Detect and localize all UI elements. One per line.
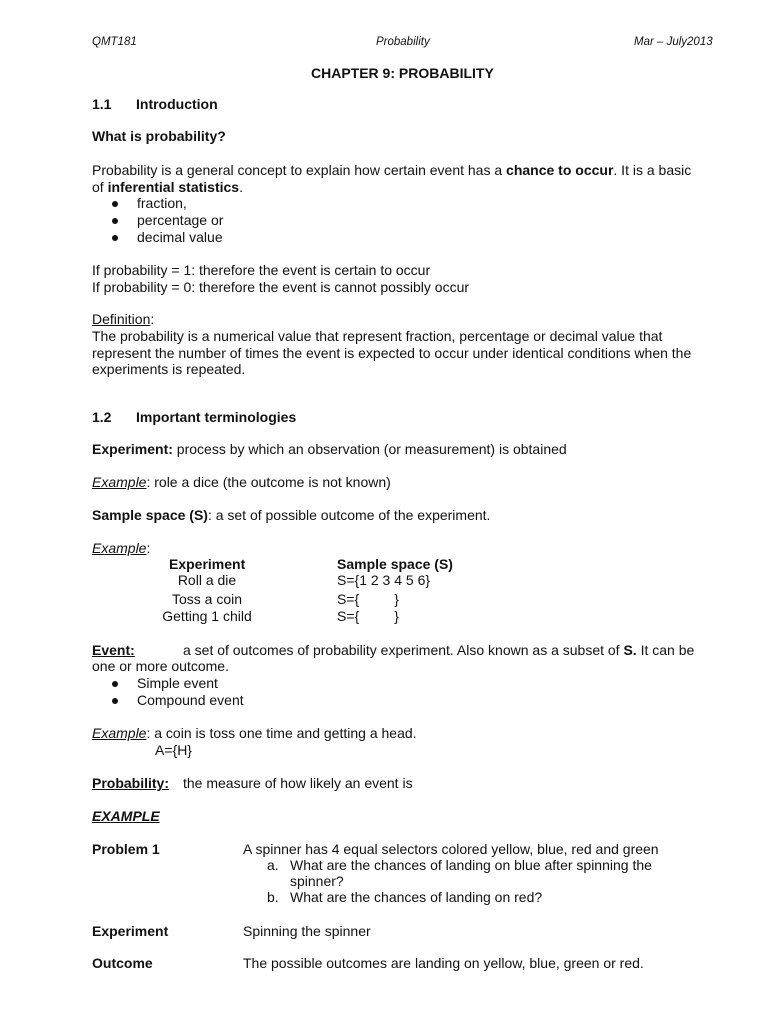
question-text: spinner? [290,873,344,889]
header-semester: Mar – July2013 [634,36,713,48]
section-title: Important terminologies [136,409,297,425]
question-marker: a. [267,857,279,873]
probability-zero-note: If probability = 0: therefore the event is cannot possibly occur [92,279,470,295]
definition-colon: : [150,311,155,327]
table-cell-sample-space: S={ } [337,608,399,624]
probability-one-note: If probability = 1: therefore the event is certain to occur [92,262,431,278]
example-line [92,725,417,741]
section-number: 1.1 [92,96,112,112]
intro-text: . It is a basic [613,162,692,178]
table-header-sample-space: Sample space (S) [337,556,453,572]
table-cell-experiment: Roll a die [177,572,237,588]
intro-paragraph [92,162,691,195]
term: Experiment: [92,441,173,457]
bullet-icon [112,698,118,704]
question-text: What are the chances of landing on red? [290,889,543,905]
term-definition: : a set of possible outcome of the experiment. [207,507,491,523]
example-label: Example [92,540,147,556]
example-label: Example [92,725,147,741]
event-term: Event: [92,642,135,658]
example-text: : a coin is toss one time and getting a head. [146,725,417,741]
probability-definition: the measure of how likely an event is [183,775,413,791]
list-item: decimal value [137,229,223,245]
question-text: What are the chances of landing on blue after spinning the [290,857,652,873]
bullet-icon [112,201,118,207]
event-definition [183,642,694,658]
definition-line: experiments is repeated. [92,361,246,377]
header-course-code: QMT181 [92,36,137,48]
sample-space-definition [92,507,490,523]
term-definition: process by which an observation (or measurement) is obtained [172,441,567,457]
intro-text: of [92,178,108,195]
example-text: : role a dice (the outcome is not known) [146,474,391,490]
experiment-definition [92,441,567,457]
list-item: fraction, [137,195,187,211]
term-definition: It can be [636,642,695,658]
bullet-icon [112,235,118,241]
intro-text: Probability is a general concept to explain how certain event has a [92,162,507,178]
table-cell-experiment: Toss a coin [171,591,243,607]
intro-text: . [239,178,243,195]
definition-line: The probability is a numerical value that represent fraction, percentage or decimal value that [92,328,663,344]
table-header-experiment: Experiment [169,556,246,572]
chapter-title: CHAPTER 9: PROBABILITY [311,65,494,81]
definition-term: Definition [92,311,151,327]
example-text: : [146,540,151,556]
problem-label: Problem 1 [92,841,160,857]
header-subject: Probability [376,36,430,48]
list-item: percentage or [137,212,224,228]
experiment-label: Experiment [92,923,169,939]
intro-emphasis: chance to occur [506,162,614,178]
section-title: Introduction [136,96,218,112]
bullet-icon [112,681,118,687]
term: Sample space (S) [92,507,208,523]
experiment-value: Spinning the spinner [243,923,371,939]
section-number: 1.2 [92,409,112,425]
example-heading: EXAMPLE [92,808,160,824]
event-definition-continued: one or more outcome. [92,658,229,674]
bullet-icon [112,218,118,224]
sample-space-symbol: S. [623,642,637,658]
event-set: A={H} [155,742,192,758]
definition-label [92,311,154,328]
problem-text: A spinner has 4 equal selectors colored yellow, blue, red and green [243,841,659,857]
definition-line: represent the number of times the event is expected to occur under identical conditions when the [92,345,692,361]
table-cell-sample-space: S={ } [337,591,399,607]
table-cell-sample-space: S={1 2 3 4 5 6} [337,572,431,588]
example-line [92,540,150,556]
outcome-value: The possible outcomes are landing on yellow, blue, green or red. [243,955,644,971]
term-definition: a set of outcomes of probability experiment. Also known as a subset of [183,642,624,658]
list-item: Simple event [137,675,218,691]
subheading: What is probability? [92,128,226,144]
outcome-label: Outcome [92,955,153,971]
intro-emphasis: inferential statistics [107,178,240,195]
probability-term: Probability: [92,775,170,791]
example-label: Example [92,474,147,490]
question-marker: b. [267,889,279,905]
example-line [92,474,391,490]
list-item: Compound event [137,692,244,708]
table-cell-experiment: Getting 1 child [162,608,252,624]
